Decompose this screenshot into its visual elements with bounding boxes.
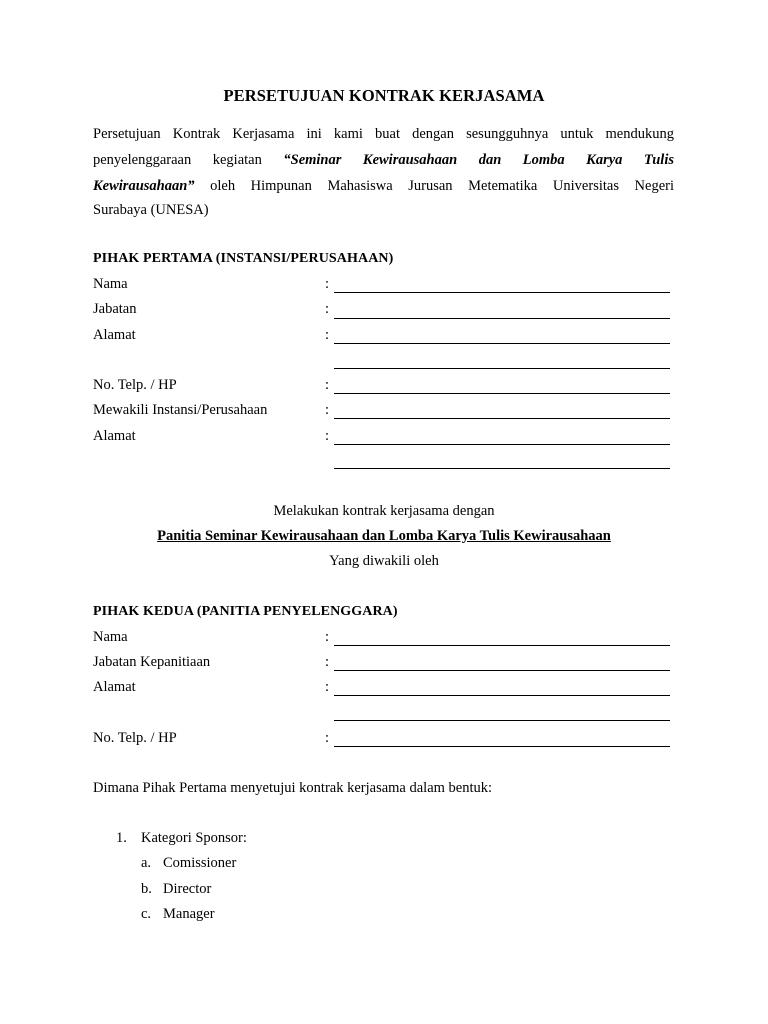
- represented-by: Yang diwakili oleh: [329, 553, 439, 569]
- fill-line-alamat-kedua-2[interactable]: [334, 720, 670, 721]
- field-colon: :: [325, 428, 330, 444]
- field-colon: :: [325, 301, 330, 317]
- document-title: PERSETUJUAN KONTRAK KERJASAMA: [223, 86, 545, 105]
- intro-line-4: Surabaya (UNESA): [93, 202, 209, 218]
- pihak-kedua-heading: PIHAK KEDUA (PANITIA PENYELENGGARA): [93, 604, 398, 619]
- field-colon: :: [325, 402, 330, 418]
- fill-line-mewakili[interactable]: [334, 418, 670, 419]
- intro-line-2-prefix: penyelenggaraan kegiatan: [93, 152, 262, 168]
- intro-line-3-rest: oleh Himpunan Mahasiswa Jurusan Metematika Universitas Negeri: [210, 178, 674, 194]
- fill-line-alamat-instansi-2[interactable]: [334, 468, 670, 469]
- event-name-part-1: “Seminar Kewirausahaan dan Lomba Karya Tulis: [283, 152, 675, 168]
- field-label-alamat: Alamat: [93, 679, 136, 695]
- field-colon: :: [325, 377, 330, 393]
- fill-line-alamat[interactable]: [334, 343, 670, 344]
- list-item-label: Kategori Sponsor:: [141, 830, 247, 846]
- field-colon: :: [325, 679, 330, 695]
- sub-item-letter: c.: [141, 906, 152, 922]
- fill-line-alamat-kedua[interactable]: [334, 695, 670, 696]
- field-label-jabatan: Jabatan: [93, 301, 137, 317]
- fill-line-jabatan[interactable]: [334, 318, 670, 319]
- fill-line-telp[interactable]: [334, 393, 670, 394]
- field-label-nama: Nama: [93, 629, 128, 645]
- sub-item-letter: a.: [141, 855, 152, 871]
- field-colon: :: [325, 629, 330, 645]
- committee-name: Panitia Seminar Kewirausahaan dan Lomba Karya Tulis Kewirausahaan: [157, 528, 611, 544]
- intro-line-3: [93, 176, 674, 196]
- field-label-telp: No. Telp. / HP: [93, 730, 177, 746]
- fill-line-nama[interactable]: [334, 292, 670, 293]
- sub-item-letter: b.: [141, 881, 152, 897]
- fill-line-alamat-instansi[interactable]: [334, 444, 670, 445]
- fill-line-telp-kedua[interactable]: [334, 746, 670, 747]
- field-colon: :: [325, 327, 330, 343]
- field-colon: :: [325, 276, 330, 292]
- sub-item-text: Director: [163, 881, 212, 897]
- sub-item-text: Comissioner: [163, 855, 237, 871]
- field-label-jabatan-kepanitiaan: Jabatan Kepanitiaan: [93, 654, 211, 670]
- field-label-telp: No. Telp. / HP: [93, 377, 177, 393]
- field-colon: :: [325, 730, 330, 746]
- field-label-nama: Nama: [93, 276, 128, 292]
- closing-statement: Dimana Pihak Pertama menyetujui kontrak kerjasama dalam bentuk:: [93, 780, 493, 796]
- field-colon: :: [325, 654, 330, 670]
- field-label-alamat-instansi: Alamat: [93, 428, 136, 444]
- field-label-mewakili: Mewakili Instansi/Perusahaan: [93, 402, 268, 418]
- fill-line-nama-kedua[interactable]: [334, 645, 670, 646]
- contract-statement: Melakukan kontrak kerjasama dengan: [273, 503, 495, 519]
- sub-item-text: Manager: [163, 906, 215, 922]
- intro-line-1: Persetujuan Kontrak Kerjasama ini kami buat dengan sesungguhnya untuk mendukung: [93, 126, 674, 142]
- intro-line-2: [93, 150, 674, 170]
- list-item-number: 1.: [116, 830, 127, 846]
- field-label-alamat: Alamat: [93, 327, 136, 343]
- event-name-part-2: Kewirausahaan”: [93, 178, 195, 194]
- fill-line-alamat-2[interactable]: [334, 368, 670, 369]
- fill-line-jabatan-kepanitiaan[interactable]: [334, 670, 670, 671]
- pihak-pertama-heading: PIHAK PERTAMA (INSTANSI/PERUSAHAAN): [93, 251, 394, 266]
